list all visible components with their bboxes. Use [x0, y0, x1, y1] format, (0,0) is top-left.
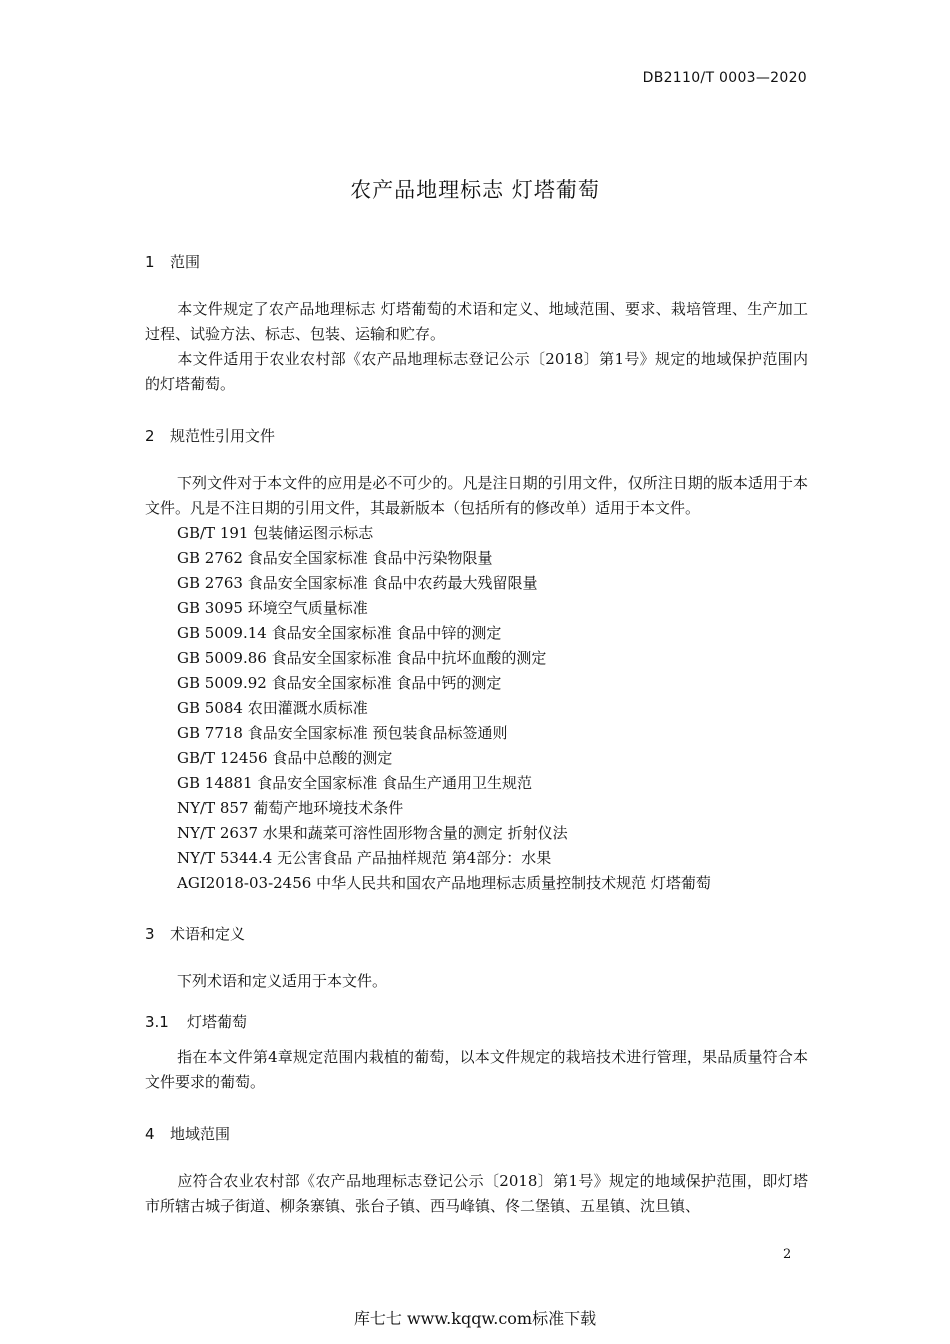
section-1-para-1 [145, 297, 808, 347]
paragraph-text: 指在本文件第4章规定范围内栽植的葡萄，以本文件规定的栽培技术进行管理，果品质量符合本文件要求的葡萄。 [145, 1048, 808, 1091]
subsection-3-1-heading [145, 1011, 247, 1032]
section-number: 3 [145, 925, 155, 943]
reference-item: GB 5009.92 食品安全国家标准 食品中钙的测定 [177, 674, 502, 692]
reference-item: AGI2018-03-2456 中华人民共和国农产品地理标志质量控制技术规范 灯塔葡萄 [177, 874, 711, 892]
reference-item: NY/T 5344.4 无公害食品 产品抽样规范 第4部分：水果 [177, 849, 552, 867]
reference-item: GB 5084 农田灌溉水质标准 [177, 699, 368, 717]
reference-item: NY/T 857 葡萄产地环境技术条件 [177, 799, 404, 817]
reference-item: GB 5009.14 食品安全国家标准 食品中锌的测定 [177, 624, 502, 642]
paragraph-text: 应符合农业农村部《农产品地理标志登记公示〔2018〕第1号》规定的地域保护范围，即灯塔市所辖古城子街道、柳条寨镇、张台子镇、西马峰镇、佟二堡镇、五星镇、沈旦镇、 [145, 1172, 808, 1215]
document-title: 农产品地理标志 灯塔葡萄 [350, 178, 600, 202]
section-4-para [145, 1169, 808, 1219]
subsection-title: 灯塔葡萄 [187, 1013, 248, 1031]
reference-item: GB 5009.86 食品安全国家标准 食品中抗坏血酸的测定 [177, 649, 547, 667]
paragraph-text: 下列术语和定义适用于本文件。 [177, 972, 388, 990]
section-1-heading [145, 251, 200, 272]
reference-item: GB 2762 食品安全国家标准 食品中污染物限量 [177, 549, 493, 567]
section-title: 规范性引用文件 [170, 427, 276, 445]
section-3-intro [145, 969, 808, 994]
section-1-para-2 [145, 347, 808, 397]
paragraph-text: 下列文件对于本文件的应用是必不可少的。凡是注日期的引用文件，仅所注日期的版本适用于本文件。凡是不注日期的引用文件，其最新版本（包括所有的修改单）适用于本文件。 [145, 474, 808, 517]
section-number: 4 [145, 1125, 155, 1143]
section-2-intro [145, 471, 808, 521]
paragraph-text: 本文件规定了农产品地理标志 灯塔葡萄的术语和定义、地域范围、要求、栽培管理、生产加工过程、试验方法、标志、包装、运输和贮存。 [145, 300, 808, 343]
paragraph-text: 本文件适用于农业农村部《农产品地理标志登记公示〔2018〕第1号》规定的地域保护范围内的灯塔葡萄。 [145, 350, 808, 393]
section-number: 1 [145, 253, 155, 271]
footer-watermark: 库七七 www.kqqw.com标准下载 [353, 1309, 597, 1328]
reference-item: GB 3095 环境空气质量标准 [177, 599, 368, 617]
reference-item: GB 2763 食品安全国家标准 食品中农药最大残留限量 [177, 574, 538, 592]
section-2-heading [145, 425, 275, 446]
reference-item: GB 14881 食品安全国家标准 食品生产通用卫生规范 [177, 774, 533, 792]
section-title: 术语和定义 [170, 925, 246, 943]
subsection-number: 3.1 [145, 1013, 169, 1031]
reference-item: GB/T 12456 食品中总酸的测定 [177, 749, 393, 767]
page-number: 2 [783, 1247, 792, 1262]
reference-item: GB 7718 食品安全国家标准 预包装食品标签通则 [177, 724, 508, 742]
document-id: DB2110/T 0003—2020 [642, 70, 807, 86]
subsection-3-1-para [145, 1045, 808, 1095]
reference-item: GB/T 191 包装储运图示标志 [177, 524, 374, 542]
reference-item: NY/T 2637 水果和蔬菜可溶性固形物含量的测定 折射仪法 [177, 824, 568, 842]
section-number: 2 [145, 427, 155, 445]
section-title: 范围 [170, 253, 201, 271]
section-title: 地域范围 [170, 1125, 231, 1143]
section-4-heading [145, 1123, 230, 1144]
section-3-heading [145, 923, 245, 944]
